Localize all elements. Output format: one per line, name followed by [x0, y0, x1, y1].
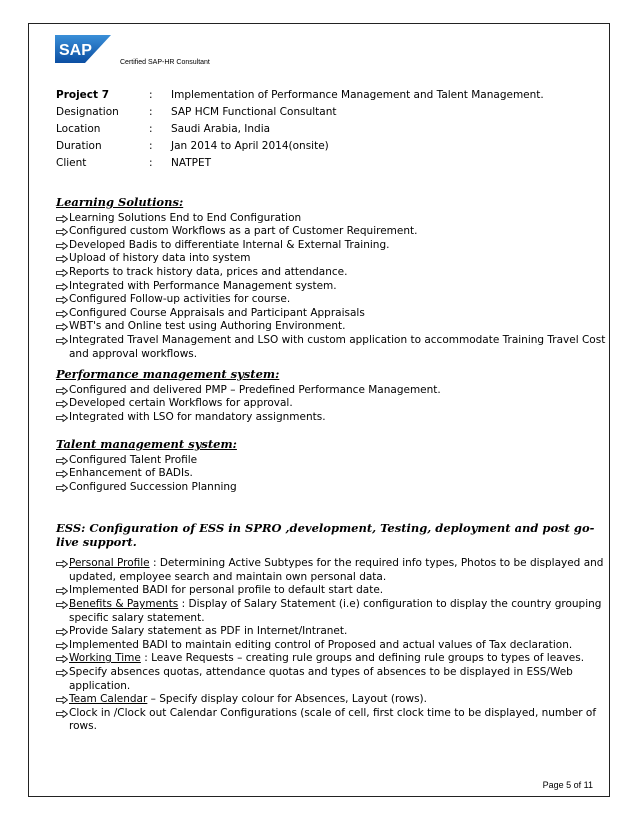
bullet: [56, 225, 69, 239]
project-value: Implementation of Performance Management and Talent Management.: [171, 89, 544, 101]
list-item: [56, 454, 608, 468]
location-row: [56, 121, 544, 138]
client-key: Client: [56, 157, 87, 169]
project-info: [56, 87, 544, 172]
location-value: Saudi Arabia, India: [171, 123, 271, 135]
list-item: [56, 225, 608, 239]
bullet: [56, 454, 69, 468]
performance-section: [56, 368, 608, 424]
learning-list: [56, 212, 608, 362]
list-item-text: Integrated Travel Management and LSO with custom application to accommodate Training Travel Cost and approval workflows.: [69, 333, 606, 360]
list-item: [56, 639, 608, 653]
list-item: [56, 384, 608, 398]
client-sep: :: [149, 157, 153, 169]
list-item-text: Configured custom Workflows as a part of Customer Requirement.: [69, 225, 418, 238]
talent-list: [56, 454, 608, 495]
bullet: [56, 293, 69, 307]
list-item-text: [69, 693, 427, 707]
bullet: [56, 212, 69, 226]
list-item-text: Enhancement of BADIs.: [69, 467, 193, 480]
bullet: [56, 266, 69, 280]
arrow-right-icon: [56, 655, 68, 663]
item-label: Working Time: [69, 652, 141, 665]
list-item: [56, 293, 608, 307]
list-item: [56, 212, 608, 226]
location-sep: :: [149, 123, 153, 135]
bullet: [56, 666, 69, 693]
item-text: – Specify display colour for Absences, Layout (rows).: [147, 693, 427, 706]
arrow-right-icon: [56, 669, 68, 677]
page-number: Page 5 of 11: [542, 780, 593, 790]
list-item: [56, 584, 608, 598]
bullet: [56, 384, 69, 398]
bullet: [56, 639, 69, 653]
list-item-text: Developed Badis to differentiate Internal & External Training.: [69, 238, 390, 251]
ess-section: [56, 522, 608, 734]
certified-label: Certified SAP-HR Consultant: [120, 59, 210, 66]
arrow-right-icon: [56, 560, 68, 568]
list-item-text: Learning Solutions End to End Configuration: [69, 211, 302, 224]
location-key: Location: [56, 123, 101, 135]
list-item: [56, 252, 608, 266]
bullet: [56, 707, 69, 734]
bullet: [56, 411, 69, 425]
list-item-text: WBT's and Online test using Authoring Environment.: [69, 320, 346, 333]
item-text: Provide Salary statement as PDF in Internet/Intranet.: [69, 625, 348, 638]
ess-list: [56, 557, 608, 734]
arrow-right-icon: [56, 337, 68, 345]
item-text: Implemented BADI for personal profile to default start date.: [69, 584, 384, 597]
learning-section: [56, 196, 608, 361]
bullet: [56, 481, 69, 495]
list-item-text: Configured Talent Profile: [69, 453, 198, 466]
arrow-right-icon: [56, 710, 68, 718]
list-item: [56, 334, 608, 361]
arrow-right-icon: [56, 696, 68, 704]
arrow-right-icon: [56, 457, 68, 465]
list-item-text: [69, 584, 383, 598]
arrow-right-icon: [56, 484, 68, 492]
arrow-right-icon: [56, 387, 68, 395]
list-item: [56, 239, 608, 253]
bullet: [56, 334, 69, 361]
list-item-text: [69, 666, 608, 693]
arrow-right-icon: [56, 323, 68, 331]
bullet: [56, 320, 69, 334]
project-row: [56, 87, 544, 104]
ess-heading: ESS: Configuration of ESS in SPRO ,development, Testing, deployment and post go-live support.: [56, 521, 595, 549]
item-text: Clock in /Clock out Calendar Configurations (scale of cell, first clock time to be displayed, number of rows.: [69, 706, 597, 733]
list-item: [56, 320, 608, 334]
arrow-right-icon: [56, 215, 68, 223]
duration-sep: :: [149, 140, 153, 152]
list-item: [56, 280, 608, 294]
item-text: Specify absences quotas, attendance quotas and types of absences to be displayed in ESS/Web application.: [69, 665, 573, 692]
bullet: [56, 598, 69, 625]
bullet: [56, 584, 69, 598]
list-item: [56, 598, 608, 625]
talent-heading: Talent management system:: [56, 437, 237, 451]
list-item: [56, 693, 608, 707]
list-item: [56, 411, 608, 425]
item-text: : Display of Salary Statement (i.e) configuration to display the country grouping specific salary statement.: [69, 597, 602, 624]
list-item-text: Upload of history data into system: [69, 252, 251, 265]
list-item-text: [69, 625, 347, 639]
designation-value: SAP HCM Functional Consultant: [171, 106, 337, 118]
arrow-right-icon: [56, 269, 68, 277]
performance-heading: Performance management system:: [56, 367, 280, 381]
list-item-text: Configured Course Appraisals and Participant Appraisals: [69, 306, 365, 319]
item-label: Personal Profile: [69, 557, 150, 570]
item-text: : Leave Requests – creating rule groups and defining rule groups to types of leaves.: [140, 652, 585, 665]
bullet: [56, 467, 69, 481]
arrow-right-icon: [56, 242, 68, 250]
project-key: Project 7: [56, 89, 110, 101]
list-item-text: [69, 707, 608, 734]
bullet: [56, 693, 69, 707]
list-item-text: [69, 652, 584, 666]
duration-value: Jan 2014 to April 2014(onsite): [171, 140, 329, 152]
list-item-text: Configured Succession Planning: [69, 480, 237, 493]
duration-row: [56, 138, 544, 155]
list-item: [56, 307, 608, 321]
list-item-text: Developed certain Workflows for approval.: [69, 397, 293, 410]
list-item-text: [69, 598, 608, 625]
bullet: [56, 397, 69, 411]
list-item-text: Integrated with Performance Management system.: [69, 279, 337, 292]
list-item: [56, 467, 608, 481]
arrow-right-icon: [56, 296, 68, 304]
list-item: [56, 707, 608, 734]
bullet: [56, 557, 69, 584]
designation-row: [56, 104, 544, 121]
arrow-right-icon: [56, 400, 68, 408]
client-value: NATPET: [171, 157, 212, 169]
arrow-right-icon: [56, 642, 68, 650]
arrow-right-icon: [56, 587, 68, 595]
learning-heading: Learning Solutions:: [56, 195, 184, 209]
arrow-right-icon: [56, 414, 68, 422]
talent-section: [56, 438, 608, 494]
arrow-right-icon: [56, 283, 68, 291]
list-item-text: Configured Follow-up activities for course.: [69, 293, 291, 306]
arrow-right-icon: [56, 310, 68, 318]
bullet: [56, 652, 69, 666]
arrow-right-icon: [56, 470, 68, 478]
item-text: Implemented BADI to maintain editing control of Proposed and actual values of Tax declaration.: [69, 638, 573, 651]
list-item-text: Integrated with LSO for mandatory assignments.: [69, 410, 326, 423]
list-item: [56, 557, 608, 584]
bullet: [56, 280, 69, 294]
list-item-text: Configured and delivered PMP – Predefined Performance Management.: [69, 383, 441, 396]
bullet: [56, 239, 69, 253]
list-item-text: [69, 557, 608, 584]
arrow-right-icon: [56, 255, 68, 263]
arrow-right-icon: [56, 228, 68, 236]
list-item: [56, 397, 608, 411]
performance-list: [56, 384, 608, 425]
bullet: [56, 625, 69, 639]
arrow-right-icon: [56, 628, 68, 636]
list-item-text: [69, 639, 572, 653]
svg-text:SAP: SAP: [59, 42, 92, 59]
item-label: Team Calendar: [69, 693, 148, 706]
item-text: : Determining Active Subtypes for the required info types, Photos to be displayed and updated, employee search and maintain own personal data.: [69, 557, 604, 583]
item-label: Benefits & Payments: [69, 597, 179, 610]
client-row: [56, 155, 544, 172]
list-item: [56, 652, 608, 666]
bullet: [56, 307, 69, 321]
list-item-text: Reports to track history data, prices and attendance.: [69, 265, 348, 278]
bullet: [56, 252, 69, 266]
designation-key: Designation: [56, 106, 119, 118]
list-item: [56, 625, 608, 639]
sap-logo: [55, 35, 111, 63]
arrow-right-icon: [56, 601, 68, 609]
list-item: [56, 481, 608, 495]
list-item: [56, 266, 608, 280]
designation-sep: :: [149, 106, 153, 118]
duration-key: Duration: [56, 140, 102, 152]
list-item: [56, 666, 608, 693]
project-sep: :: [149, 89, 153, 101]
